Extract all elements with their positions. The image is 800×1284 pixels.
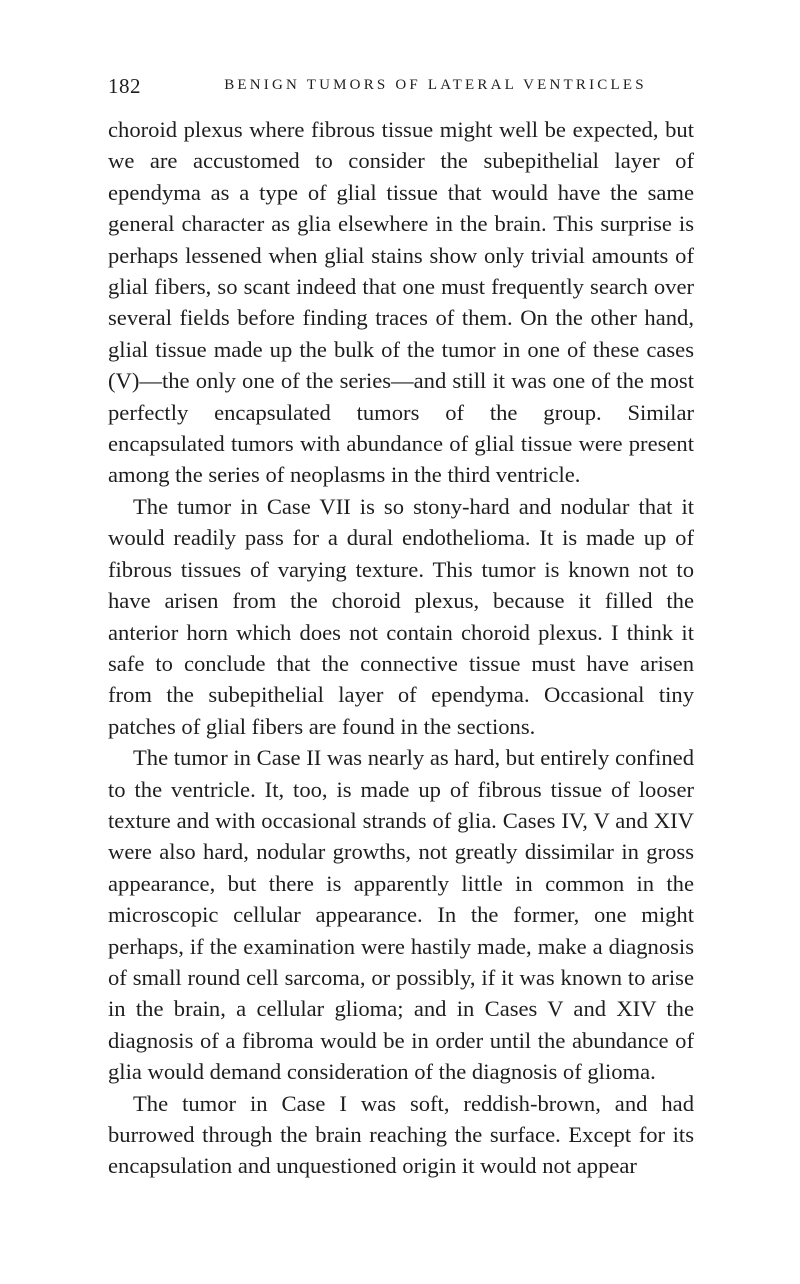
body-text [108, 114, 694, 1182]
page-number: 182 [108, 74, 141, 98]
paragraph-continued: choroid plexus where fibrous tissue might well be expected, but we are accustomed to consider the subepithelial layer of ependyma as a type of glial tissue that would have the same general character as glia elsewhere in the brain. This surprise is perhaps lessened when glial stains show only trivial amounts of glial fibers, so scant indeed that one must frequently search over several fields before finding traces of them. On the other hand, glial tissue made up the bulk of the tumor in one of these cases (V)—the only one of the series—and still it was one of the most perfectly encapsulated tumors of the group. Similar encapsulated tumors with abundance of glial tissue were present among the series of neoplasms in the third ventricle. [108, 117, 694, 488]
paragraph-case-i: The tumor in Case I was soft, reddish-brown, and had burrowed through the brain reaching the surface. Except for its encapsulation and unquestioned origin it would not appear [108, 1090, 694, 1179]
paragraph-case-vii: The tumor in Case VII is so stony-hard and nodular that it would readily pass for a dural endothelioma. It is made up of fibrous tissues of varying texture. This tumor is known not to have arisen from the choroid plexus, because it filled the anterior horn which does not contain choroid plexus. I think it safe to conclude that the connective tissue must have arisen from the subepithelial layer of ependyma. Occasional tiny patches of glial fibers are found in the sections. [108, 493, 694, 739]
paragraph-case-ii: The tumor in Case II was nearly as hard, but entirely confined to the ventricle. It, too, is made up of fibrous tissue of looser texture and with occasional strands of glia. Cases IV, V and XIV were also hard, nodular growths, not greatly dissimilar in gross appearance, but there is apparently little in common in the microscopic cellular appearance. In the former, one might perhaps, if the examination were hastily made, make a diagnosis of small round cell sarcoma, or possibly, if it was known to arise in the brain, a cellular glioma; and in Cases V and XIV the diagnosis of a fibroma would be in order until the abundance of glia would demand consideration of the diagnosis of glioma. [108, 745, 694, 1085]
running-head: BENIGN TUMORS OF LATERAL VENTRICLES [224, 77, 647, 93]
page-header [108, 74, 693, 104]
